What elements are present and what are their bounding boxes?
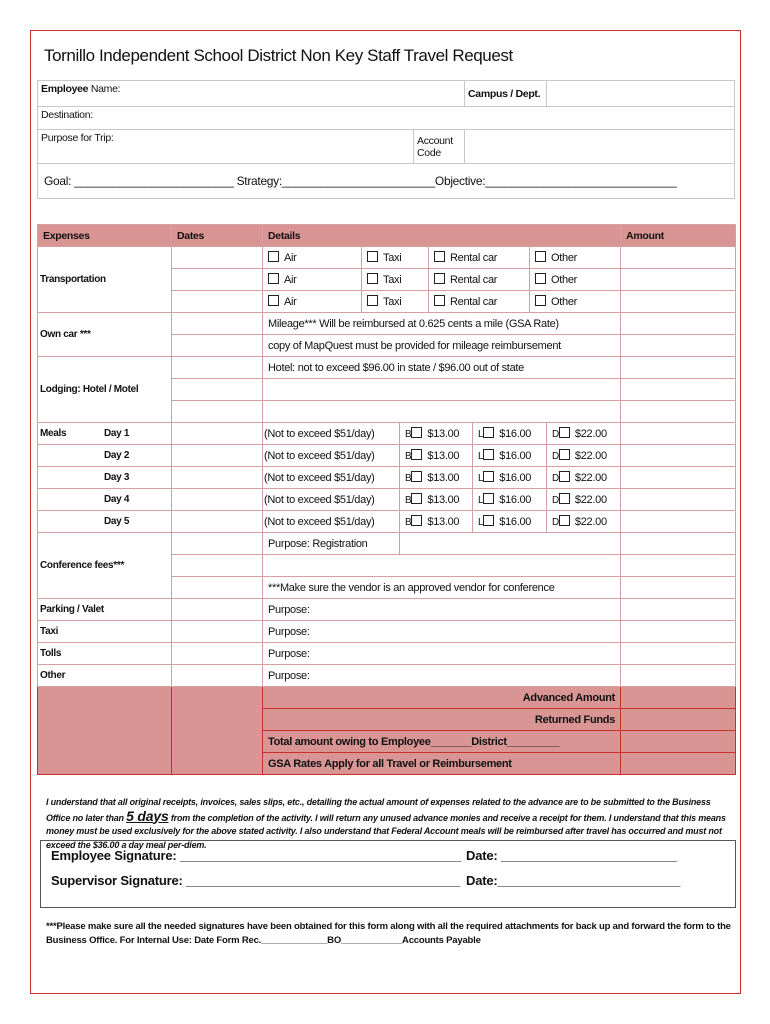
meal-letter: D (552, 473, 559, 484)
option-label: $16.00 (499, 516, 532, 528)
meal-option-d[interactable] (547, 511, 621, 533)
meal-option-d[interactable] (547, 489, 621, 511)
meal-letter: B (405, 495, 412, 506)
meal-option-l[interactable] (473, 511, 547, 533)
employee-label: Employee (41, 83, 89, 95)
amount-cell[interactable] (621, 247, 736, 269)
option-label: $13.00 (427, 494, 460, 506)
deadline-days: 5 days (126, 807, 169, 824)
expense-row (38, 621, 736, 643)
disclaimer-part-2: from the completion of the activity. I will return any unused advance monies and receive a receipt for them. I understand that this means money must be used exclusively for the above stated activity. I also understand that Federal Account meals will be reimbursed after travel has occurred and must not exceed the $36.00 a day meal per-diem. (46, 812, 726, 850)
meal-option-b[interactable] (400, 467, 473, 489)
meal-day-label (38, 467, 172, 489)
expense-row (38, 599, 736, 621)
campus-field[interactable] (547, 81, 735, 107)
returned-funds-field[interactable] (621, 709, 736, 731)
meal-letter: L (478, 451, 484, 462)
date-cell[interactable] (172, 379, 263, 401)
column-header-expenses: Expenses (38, 225, 172, 247)
date-cell[interactable] (172, 269, 263, 291)
meal-option-b[interactable] (400, 511, 473, 533)
option-label: Air (284, 274, 297, 286)
transport-option-other[interactable] (530, 247, 621, 269)
transportation-label: Transportation (38, 247, 172, 313)
option-label: $13.00 (427, 516, 460, 528)
checkbox-icon[interactable] (535, 251, 546, 262)
goal-field: Goal: _________________________ (44, 174, 234, 188)
meal-letter: D (552, 517, 559, 528)
date-cell[interactable] (172, 599, 263, 621)
day-label: Day 2 (104, 450, 130, 461)
meal-day-label (38, 423, 172, 445)
column-header-details: Details (263, 225, 621, 247)
checkbox-icon[interactable] (367, 295, 378, 306)
amount-cell[interactable] (621, 643, 736, 665)
date-cell[interactable] (172, 643, 263, 665)
checkbox-icon[interactable] (268, 295, 279, 306)
checkbox-icon[interactable] (367, 251, 378, 262)
vendor-note: ***Make sure the vendor is an approved vendor for conference (263, 577, 621, 599)
supervisor-date-field[interactable]: Date:__________________________ (466, 873, 681, 888)
meal-option-d[interactable] (547, 445, 621, 467)
mapquest-note: copy of MapQuest must be provided for mileage reimbursement (263, 335, 621, 357)
checkbox-icon[interactable] (559, 493, 570, 504)
option-label: $22.00 (574, 428, 607, 440)
amount-cell[interactable] (621, 555, 736, 577)
option-label: $22.00 (574, 494, 607, 506)
conference-fees-label: Conference fees*** (38, 533, 172, 599)
meals-row (38, 467, 736, 489)
transport-option-other[interactable] (530, 291, 621, 313)
transport-option-other[interactable] (530, 269, 621, 291)
meals-row (38, 423, 736, 445)
checkbox-icon[interactable] (268, 273, 279, 284)
meal-letter: L (478, 517, 484, 528)
checkbox-icon[interactable] (483, 449, 494, 460)
transportation-row (38, 247, 736, 269)
column-header-amount: Amount (621, 225, 736, 247)
destination-field[interactable] (38, 107, 735, 130)
details-cell[interactable] (263, 401, 621, 423)
expense-label: Parking / Valet (38, 599, 172, 621)
checkbox-icon[interactable] (483, 427, 494, 438)
option-label: Air (284, 296, 297, 308)
option-label: $16.00 (499, 472, 532, 484)
purpose-label: Purpose for Trip: (41, 132, 114, 144)
details-cell[interactable] (400, 533, 621, 555)
meal-option-l[interactable] (473, 489, 547, 511)
option-label: $13.00 (427, 428, 460, 440)
meal-limit-note: (Not to exceed $51/day) (263, 423, 400, 445)
employee-date-field[interactable]: Date: _________________________ (466, 848, 677, 863)
checkbox-icon[interactable] (411, 515, 422, 526)
returned-funds-label: Returned Funds (263, 709, 621, 731)
option-label: Air (284, 252, 297, 264)
expense-label: Taxi (38, 621, 172, 643)
footer-note: ***Please make sure all the needed signatures have been obtained for this form along with all the required attachments for back up and forward the form to the Business Office. For Internal Use: Date Form Rec._____________BO____________Accounts Payable (46, 921, 731, 946)
option-label: $16.00 (499, 450, 532, 462)
meal-limit-note: (Not to exceed $51/day) (263, 489, 400, 511)
disclaimer-part-1: I understand that all original receipts, invoices, sales slips, etc., detailing the actual amount of expenses related to the advance are to be submitted to the Business Office no later than (46, 797, 711, 823)
purpose-field[interactable]: Purpose: (263, 599, 621, 621)
checkbox-icon[interactable] (411, 493, 422, 504)
option-label: Rental car (450, 296, 498, 308)
meal-letter: D (552, 451, 559, 462)
amount-cell[interactable] (621, 423, 736, 445)
checkbox-icon[interactable] (535, 295, 546, 306)
date-cell[interactable] (172, 489, 263, 511)
meal-letter: D (552, 495, 559, 506)
option-label: Taxi (383, 274, 402, 286)
checkbox-icon[interactable] (483, 493, 494, 504)
traveler-info-table (37, 80, 735, 199)
meal-letter: B (405, 429, 412, 440)
checkbox-icon[interactable] (268, 251, 279, 262)
date-cell[interactable] (172, 423, 263, 445)
summary-blank (38, 687, 172, 775)
account-code-field[interactable] (465, 130, 735, 164)
option-label: $22.00 (574, 516, 607, 528)
details-cell[interactable] (263, 555, 621, 577)
meals-label: Meals (40, 428, 67, 439)
transport-option-rental-car[interactable] (429, 269, 530, 291)
meal-day-label (38, 445, 172, 467)
date-cell[interactable] (172, 335, 263, 357)
checkbox-icon[interactable] (483, 471, 494, 482)
option-label: Rental car (450, 274, 498, 286)
amount-cell[interactable] (621, 313, 736, 335)
checkbox-icon[interactable] (411, 427, 422, 438)
transport-option-rental-car[interactable] (429, 247, 530, 269)
date-cell[interactable] (172, 445, 263, 467)
meal-option-d[interactable] (547, 423, 621, 445)
date-cell[interactable] (172, 555, 263, 577)
amount-cell[interactable] (621, 335, 736, 357)
date-cell[interactable] (172, 291, 263, 313)
checkbox-icon[interactable] (434, 251, 445, 262)
option-label: Taxi (383, 252, 402, 264)
meal-limit-note: (Not to exceed $51/day) (263, 445, 400, 467)
meal-letter: B (405, 517, 412, 528)
page-title: Tornillo Independent School District Non Key Staff Travel Request (44, 46, 513, 65)
amount-cell[interactable] (621, 357, 736, 379)
date-cell[interactable] (172, 247, 263, 269)
option-label: $22.00 (574, 450, 607, 462)
strategy-field: Strategy:________________________ (233, 174, 435, 188)
purpose-field[interactable]: Purpose: (263, 621, 621, 643)
purpose-field[interactable]: Purpose: (263, 643, 621, 665)
meals-row (38, 489, 736, 511)
advanced-amount-label: Advanced Amount (263, 687, 621, 709)
checkbox-icon[interactable] (434, 295, 445, 306)
amount-cell[interactable] (621, 577, 736, 599)
meal-option-l[interactable] (473, 467, 547, 489)
total-owing-label: Total amount owing to Employee_______District_________ (263, 731, 621, 753)
mileage-note: Mileage*** Will be reimbursed at 0.625 cents a mile (GSA Rate) (263, 313, 621, 335)
option-label: Rental car (450, 252, 498, 264)
meal-letter: L (478, 473, 484, 484)
meals-row (38, 445, 736, 467)
hotel-note: Hotel: not to exceed $96.00 in state / $96.00 out of state (263, 357, 621, 379)
details-cell[interactable] (263, 379, 621, 401)
objective-field: Objective:______________________________ (434, 174, 677, 188)
disclaimer-text (46, 796, 726, 850)
meal-limit-note: (Not to exceed $51/day) (263, 467, 400, 489)
option-label: Taxi (383, 296, 402, 308)
meals-row (38, 511, 736, 533)
meal-option-b[interactable] (400, 445, 473, 467)
campus-label: Campus / Dept. (465, 81, 547, 107)
checkbox-icon[interactable] (483, 515, 494, 526)
meal-option-b[interactable] (400, 423, 473, 445)
date-cell[interactable] (172, 533, 263, 555)
date-cell[interactable] (172, 467, 263, 489)
option-label: Other (551, 252, 578, 264)
goal-strategy-objective-row[interactable] (38, 164, 735, 199)
day-label: Day 1 (104, 428, 130, 439)
amount-cell[interactable] (621, 379, 736, 401)
total-owing-field[interactable] (621, 731, 736, 753)
amount-cell[interactable] (621, 511, 736, 533)
option-label: $16.00 (499, 494, 532, 506)
day-label: Day 4 (104, 494, 130, 505)
date-cell[interactable] (172, 313, 263, 335)
advanced-amount-field[interactable] (621, 687, 736, 709)
checkbox-icon[interactable] (367, 273, 378, 284)
meal-day-label (38, 489, 172, 511)
date-cell[interactable] (172, 401, 263, 423)
option-label: $13.00 (427, 472, 460, 484)
transport-option-air[interactable] (263, 269, 362, 291)
day-label: Day 3 (104, 472, 130, 483)
meal-limit-note: (Not to exceed $51/day) (263, 511, 400, 533)
supervisor-signature-field[interactable]: Supervisor Signature: _______________________________________ (51, 873, 461, 888)
purpose-field[interactable] (38, 130, 414, 164)
date-cell[interactable] (172, 665, 263, 687)
meal-letter: B (405, 473, 412, 484)
employee-name-field[interactable] (38, 81, 465, 107)
checkbox-icon[interactable] (411, 449, 422, 460)
date-cell[interactable] (172, 577, 263, 599)
option-label: $13.00 (427, 450, 460, 462)
meal-letter: D (552, 429, 559, 440)
meal-letter: L (478, 495, 484, 506)
checkbox-icon[interactable] (559, 471, 570, 482)
amount-cell[interactable] (621, 665, 736, 687)
amount-cell[interactable] (621, 599, 736, 621)
conference-purpose: Purpose: Registration (263, 533, 400, 555)
option-label: Other (551, 296, 578, 308)
employee-signature-field[interactable]: Employee Signature: ________________________________________ (51, 848, 462, 863)
expense-row (38, 643, 736, 665)
amount-cell[interactable] (621, 489, 736, 511)
amount-cell[interactable] (621, 445, 736, 467)
amount-cell[interactable] (621, 621, 736, 643)
own-car-label: Own car *** (38, 313, 172, 357)
date-cell[interactable] (172, 621, 263, 643)
checkbox-icon[interactable] (434, 273, 445, 284)
column-header-dates: Dates (172, 225, 263, 247)
lodging-label: Lodging: Hotel / Motel (38, 357, 172, 423)
signature-box (40, 840, 736, 908)
amount-cell[interactable] (621, 269, 736, 291)
option-label: Other (551, 274, 578, 286)
checkbox-icon[interactable] (411, 471, 422, 482)
expense-label: Tolls (38, 643, 172, 665)
account-code-label: Account Code (414, 130, 465, 164)
option-label: $22.00 (574, 472, 607, 484)
transport-option-air[interactable] (263, 247, 362, 269)
transport-option-rental-car[interactable] (429, 291, 530, 313)
date-cell[interactable] (172, 511, 263, 533)
expense-row (38, 665, 736, 687)
amount-cell[interactable] (621, 467, 736, 489)
purpose-field[interactable]: Purpose: (263, 665, 621, 687)
meal-letter: B (405, 451, 412, 462)
amount-cell[interactable] (621, 401, 736, 423)
expenses-table (37, 224, 736, 775)
name-label: Name: (88, 83, 121, 95)
option-label: $16.00 (499, 428, 532, 440)
transport-option-air[interactable] (263, 291, 362, 313)
checkbox-icon[interactable] (559, 427, 570, 438)
summary-blank (172, 687, 263, 775)
meal-letter: L (478, 429, 484, 440)
date-cell[interactable] (172, 357, 263, 379)
checkbox-icon[interactable] (559, 515, 570, 526)
meal-option-b[interactable] (400, 489, 473, 511)
transport-option-taxi[interactable] (362, 247, 429, 269)
amount-cell[interactable] (621, 533, 736, 555)
meal-option-d[interactable] (547, 467, 621, 489)
meal-day-label (38, 511, 172, 533)
transport-option-taxi[interactable] (362, 269, 429, 291)
meal-option-l[interactable] (473, 445, 547, 467)
checkbox-icon[interactable] (559, 449, 570, 460)
destination-label: Destination: (41, 109, 93, 121)
day-label: Day 5 (104, 516, 130, 527)
checkbox-icon[interactable] (535, 273, 546, 284)
amount-cell[interactable] (621, 291, 736, 313)
expense-label: Other (38, 665, 172, 687)
gsa-field[interactable] (621, 753, 736, 775)
gsa-rates-note: GSA Rates Apply for all Travel or Reimbursement (263, 753, 621, 775)
transport-option-taxi[interactable] (362, 291, 429, 313)
meal-option-l[interactable] (473, 423, 547, 445)
